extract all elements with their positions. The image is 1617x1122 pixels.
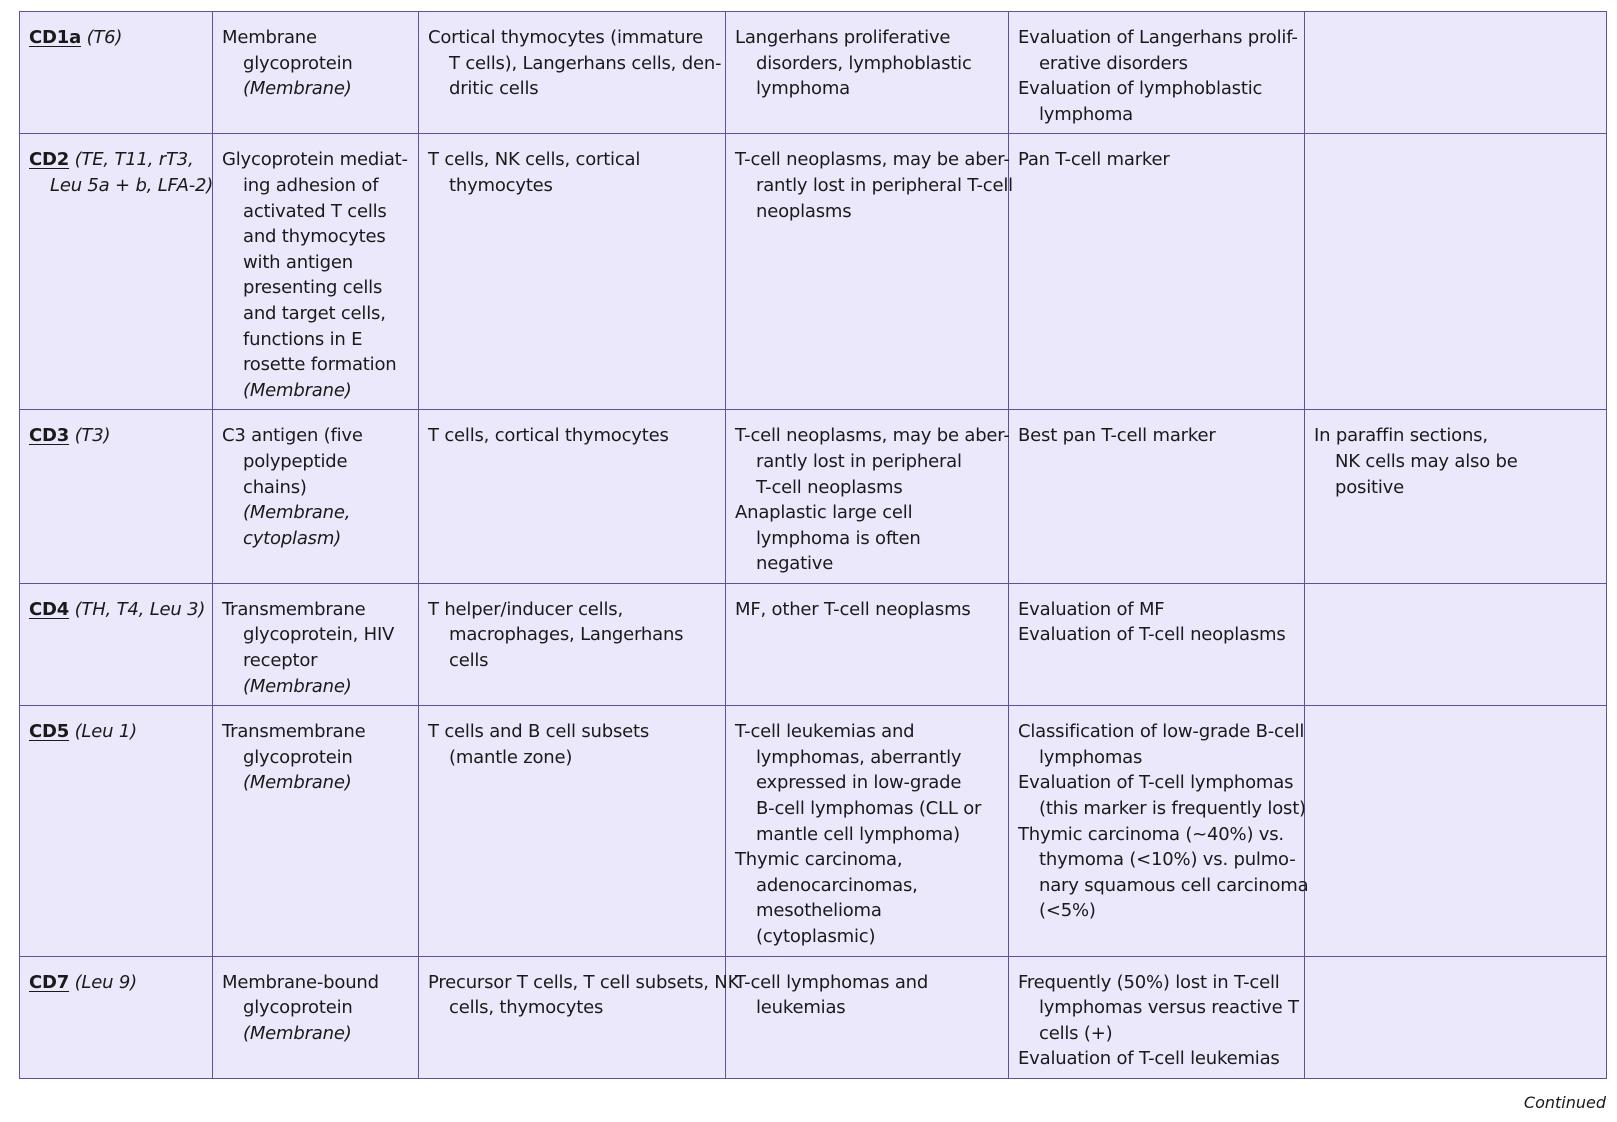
location-line: (Membrane) [243,675,352,697]
text-line: macrophages, Langerhans [449,624,684,646]
tumors-cell [726,134,1013,410]
text-line: Membrane [222,27,317,48]
text-line: nary squamous cell carcinoma [1039,874,1309,896]
text-line: activated T cells [243,200,387,222]
comments-cell [1305,134,1607,410]
text-line: with antigen [243,251,353,273]
text-line: Precursor T cells, T cell subsets, NK [428,971,740,993]
text-line: T-cell lymphomas and [735,971,929,993]
text-line: ing adhesion of [243,174,379,196]
text-line: (this marker is frequently lost) [1039,798,1306,820]
cd-alias: (TE, T11, rT3, [74,149,194,171]
comments-cell [1305,410,1607,584]
text-line: lymphoma is often [756,527,921,549]
table-row [20,410,1607,584]
text-line: erative disorders [1039,52,1188,74]
usage-cell [1009,956,1305,1078]
text-line: leukemias [756,997,846,1019]
text-line: negative [756,553,834,575]
text-line: thymoma (<10%) vs. pulmo- [1039,849,1296,871]
table-row [20,12,1607,134]
cd-cell [20,706,213,956]
location-line: (Membrane) [243,379,352,401]
text-line: Evaluation of MF [1018,598,1165,620]
continued-note: Continued [1523,1093,1606,1112]
text-line: (mantle zone) [449,746,573,768]
text-line: glycoprotein [243,746,353,768]
text-line: glycoprotein [243,52,353,74]
text-line: rantly lost in peripheral T-cell [756,174,1013,196]
usage-cell [1009,12,1305,134]
text-line: thymocytes [449,174,553,196]
text-line: expressed in low-grade [756,772,962,794]
text-line: T cells, cortical thymocytes [428,425,669,447]
text-line: (<5%) [1039,900,1096,922]
cd-alias: Leu 5a + b, LFA-2) [50,174,214,196]
usage-cell [1009,410,1305,584]
tumors-cell [726,706,1009,956]
description-cell [213,706,419,956]
description-cell [213,583,419,705]
text-line: B-cell lymphomas (CLL or [756,798,982,820]
text-line: Membrane-bound [222,971,379,993]
cd-alias: (T6) [86,27,123,48]
text-line: functions in E [243,328,363,350]
cd-name: CD3 [29,425,70,447]
text-line: T-cell neoplasms, may be aber- [735,149,1010,171]
cd-cell [20,956,213,1078]
text-line: C3 antigen (five [222,425,363,447]
text-line: lymphomas versus reactive T [1039,997,1299,1019]
cd-marker-table [19,11,1607,1079]
tumors-cell [726,583,1009,705]
text-line: and thymocytes [243,226,386,248]
cd-alias: (Leu 1) [74,721,137,743]
text-line: cells, thymocytes [449,997,604,1019]
cd-name: CD7 [29,971,70,993]
text-line: glycoprotein, HIV [243,624,395,646]
text-line: T-cell neoplasms [756,476,903,498]
description-cell [213,956,419,1078]
text-line: Transmembrane [222,721,366,743]
text-line: chains) [243,476,307,498]
table-row [20,706,1607,956]
cd-alias: (TH, T4, Leu 3) [74,598,206,620]
text-line: Pan T-cell marker [1018,149,1170,171]
text-line: Evaluation of T-cell lymphomas [1018,772,1294,794]
text-line: Frequently (50%) lost in T-cell [1018,971,1280,993]
text-line: glycoprotein [243,997,353,1019]
text-line: disorders, lymphoblastic [756,52,972,74]
text-line: lymphomas [1039,746,1143,768]
text-line: Thymic carcinoma (~40%) vs. [1018,823,1284,845]
text-line: rantly lost in peripheral [756,450,962,472]
text-line: receptor [243,650,318,672]
cd-name: CD5 [29,721,70,743]
text-line: presenting cells [243,277,383,299]
text-line: Glycoprotein mediat- [222,149,408,171]
text-line: positive [1335,476,1405,498]
comments-cell [1305,12,1607,134]
distribution-cell [419,134,726,410]
location-line: (Membrane) [243,772,352,794]
tumors-cell [726,12,1009,134]
text-line: polypeptide [243,450,348,472]
distribution-cell [419,12,726,134]
text-line: and target cells, [243,302,386,324]
text-line: Thymic carcinoma, [735,849,903,871]
text-line: Evaluation of Langerhans prolif- [1018,27,1298,48]
cd-alias: (T3) [74,425,111,447]
cd-cell [20,410,213,584]
text-line: NK cells may also be [1335,450,1518,472]
text-line: Langerhans proliferative [735,27,951,48]
text-line: (cytoplasmic) [756,926,876,947]
text-line: T-cell leukemias and [735,721,915,743]
cd-cell [20,134,213,410]
cd-cell [20,12,213,134]
usage-cell [1009,706,1309,956]
text-line: mantle cell lymphoma) [756,823,960,845]
distribution-cell [419,956,740,1078]
tumors-cell [726,410,1009,584]
usage-cell [1009,583,1305,705]
location-line: (Membrane, [243,502,351,524]
text-line: mesothelioma [756,900,882,922]
text-line: T cells and B cell subsets [428,721,650,743]
description-cell [213,134,419,410]
cd-name: CD1a [29,27,82,48]
table-row [20,956,1607,1078]
text-line: Evaluation of T-cell leukemias [1018,1048,1280,1070]
text-line: lymphoma [1039,103,1133,125]
text-line: T-cell neoplasms, may be aber- [735,425,1010,447]
text-line: cells [449,650,489,672]
usage-cell [1009,134,1305,410]
text-line: lymphomas, aberrantly [756,746,962,768]
description-cell [213,12,419,134]
distribution-cell [419,583,726,705]
text-line: dritic cells [449,78,539,100]
comments-cell [1305,583,1607,705]
comments-cell [1305,706,1607,956]
location-line: (Membrane) [243,1022,352,1044]
comments-cell [1305,956,1607,1078]
location-line: cytoplasm) [243,527,342,549]
tumors-cell [726,956,1009,1078]
distribution-cell [419,410,726,584]
text-line: MF, other T-cell neoplasms [735,598,971,620]
cd-cell [20,583,213,705]
text-line: neoplasms [756,200,852,222]
table-row [20,583,1607,705]
text-line: Transmembrane [222,598,366,620]
distribution-cell [419,706,726,956]
location-line: (Membrane) [243,78,352,100]
description-cell [213,410,419,584]
text-line: lymphoma [756,78,850,100]
text-line: adenocarcinomas, [756,874,918,896]
text-line: rosette formation [243,354,397,376]
text-line: Evaluation of T-cell neoplasms [1018,624,1286,646]
table-row [20,134,1607,410]
text-line: In paraffin sections, [1314,425,1488,447]
text-line: Classification of low-grade B-cell [1018,721,1305,743]
text-line: T cells), Langerhans cells, den- [449,52,722,74]
cd-name: CD2 [29,149,70,171]
text-line: Evaluation of lymphoblastic [1018,78,1263,100]
text-line: Best pan T-cell marker [1018,425,1216,447]
cd-name: CD4 [29,598,70,620]
text-line: T helper/inducer cells, [428,598,623,620]
text-line: cells (+) [1039,1022,1113,1044]
text-line: Anaplastic large cell [735,502,913,524]
text-line: Cortical thymocytes (immature [428,27,704,48]
text-line: T cells, NK cells, cortical [428,149,641,171]
cd-alias: (Leu 9) [74,971,137,993]
